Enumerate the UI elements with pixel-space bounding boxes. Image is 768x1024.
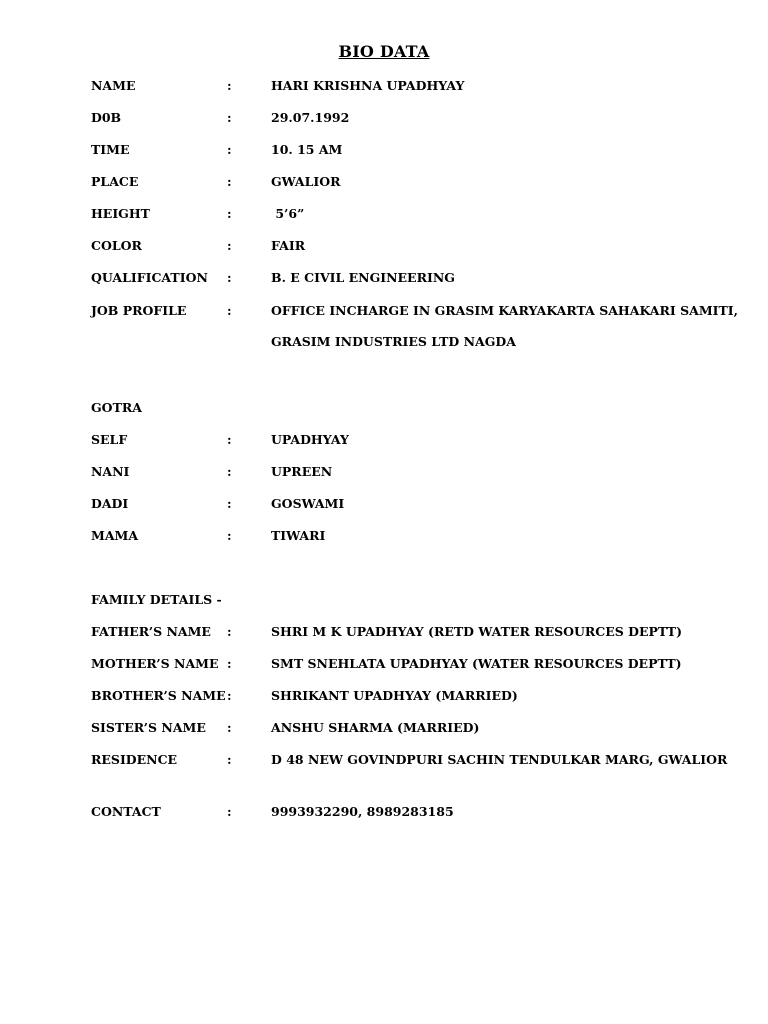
field-value: TIWARI (271, 528, 326, 543)
page-title: BIO DATA (338, 42, 430, 61)
field-label: SISTER’S NAME (91, 720, 206, 735)
field-value: 10. 15 AM (271, 142, 343, 157)
field-value: D 48 NEW GOVINDPURI SACHIN TENDULKAR MARG, GWALIOR (271, 752, 728, 767)
field-value: ANSHU SHARMA (MARRIED) (271, 720, 480, 735)
family-row-brother (0, 686, 768, 706)
field-value: UPREEN (271, 464, 333, 479)
field-colon: : (227, 496, 232, 511)
field-colon: : (227, 303, 232, 318)
field-colon: : (227, 432, 232, 447)
field-colon: : (227, 238, 232, 253)
family-row-sister (0, 718, 768, 738)
gotra-row-mama (0, 526, 768, 546)
field-value: B. E CIVIL ENGINEERING (271, 270, 455, 285)
contact-phone-numbers: 9993932290, 8989283185 (271, 804, 454, 819)
field-value: GOSWAMI (271, 496, 345, 511)
detail-row-place (0, 172, 768, 192)
contact-row (0, 802, 768, 822)
field-colon: : (227, 142, 232, 157)
detail-row-qualification (0, 268, 768, 288)
field-label: CONTACT (91, 804, 161, 819)
field-label: COLOR (91, 238, 142, 253)
gotra-row-dadi (0, 494, 768, 514)
field-value: UPADHYAY (271, 432, 349, 447)
field-label: SELF (91, 432, 128, 447)
field-label: HEIGHT (91, 206, 150, 221)
family-row-mother (0, 654, 768, 674)
field-colon: : (227, 528, 232, 543)
family-row-father (0, 622, 768, 642)
field-label: NANI (91, 464, 130, 479)
detail-row-name (0, 76, 768, 96)
field-label: MOTHER’S NAME (91, 656, 219, 671)
field-colon: : (227, 110, 232, 125)
field-value: GWALIOR (271, 174, 341, 189)
field-colon: : (227, 804, 232, 819)
family-row-residence (0, 750, 768, 770)
detail-row-dob (0, 108, 768, 128)
gotra-heading: GOTRA (91, 400, 142, 415)
field-label: TIME (91, 142, 130, 157)
field-label: MAMA (91, 528, 139, 543)
field-label: DADI (91, 496, 129, 511)
detail-row-job-profile (0, 301, 768, 321)
field-value: SHRIKANT UPADHYAY (MARRIED) (271, 688, 518, 703)
field-colon: : (227, 688, 232, 703)
field-label: PLACE (91, 174, 139, 189)
field-label: RESIDENCE (91, 752, 178, 767)
detail-row-job-profile-cont (0, 332, 768, 352)
field-label: BROTHER’S NAME (91, 688, 226, 703)
field-colon: : (227, 624, 232, 639)
field-colon: : (227, 656, 232, 671)
field-value: SMT SNEHLATA UPADHYAY (WATER RESOURCES DEPTT) (271, 656, 682, 671)
field-colon: : (227, 174, 232, 189)
field-value: 29.07.1992 (271, 110, 350, 125)
field-value: SHRI M K UPADHYAY (RETD WATER RESOURCES DEPTT) (271, 624, 683, 639)
detail-row-time (0, 140, 768, 160)
family-details-heading: FAMILY DETAILS - (91, 592, 222, 607)
field-colon: : (227, 752, 232, 767)
field-value: FAIR (271, 238, 306, 253)
field-label: JOB PROFILE (91, 303, 187, 318)
field-colon: : (227, 78, 232, 93)
field-label: D0B (91, 110, 122, 125)
field-colon: : (227, 206, 232, 221)
field-value: OFFICE INCHARGE IN GRASIM KARYAKARTA SAHAKARI SAMITI, (271, 303, 738, 318)
field-value-continued: GRASIM INDUSTRIES LTD NAGDA (271, 334, 516, 349)
gotra-row-self (0, 430, 768, 450)
field-value: HARI KRISHNA UPADHYAY (271, 78, 465, 93)
detail-row-height (0, 204, 768, 224)
gotra-row-nani (0, 462, 768, 482)
field-label: NAME (91, 78, 136, 93)
field-label: FATHER’S NAME (91, 624, 211, 639)
field-colon: : (227, 464, 232, 479)
field-value: 5’6” (271, 206, 305, 221)
detail-row-color (0, 236, 768, 256)
field-colon: : (227, 720, 232, 735)
field-label: QUALIFICATION (91, 270, 208, 285)
field-colon: : (227, 270, 232, 285)
